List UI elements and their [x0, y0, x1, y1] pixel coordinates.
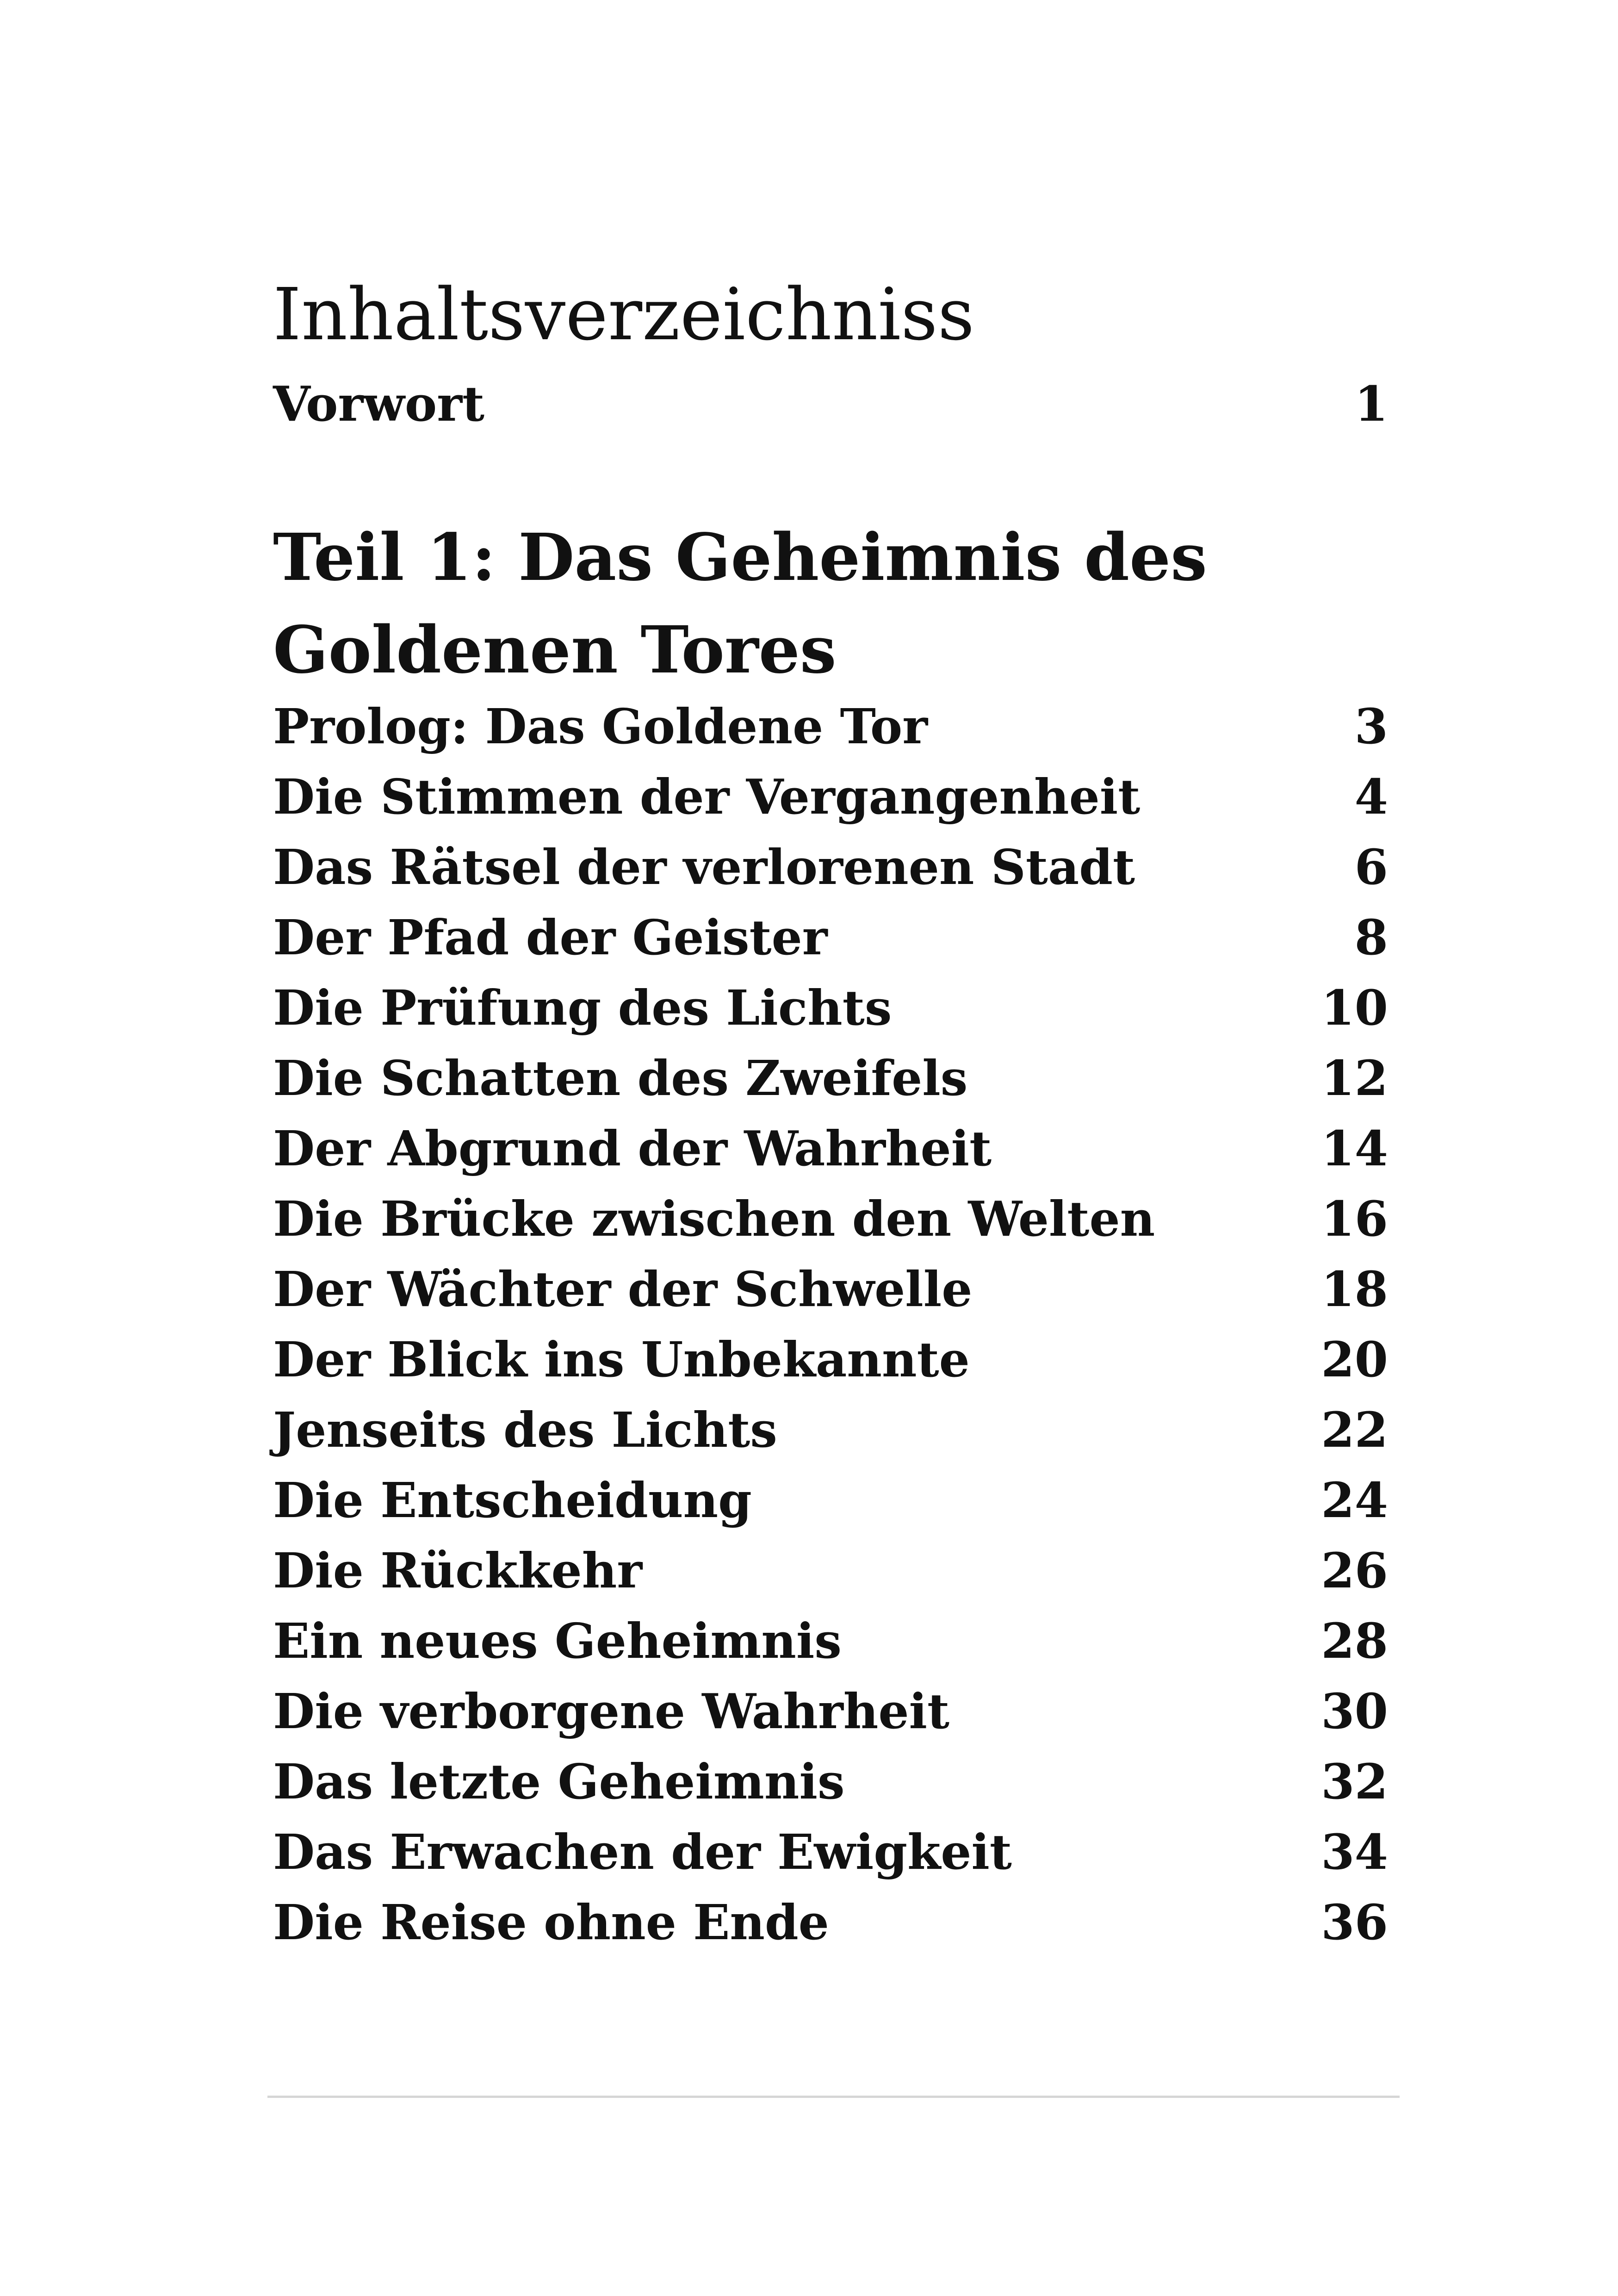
entry-page-number: 14 [1321, 1120, 1388, 1177]
entry-title: Die Brücke zwischen den Welten [273, 1190, 1155, 1247]
entry-page-number: 18 [1321, 1261, 1388, 1318]
toc-entry-chapter[interactable] [273, 833, 1388, 902]
entry-title: Ein neues Geheimnis [273, 1612, 842, 1669]
toc-entry-chapter[interactable] [273, 903, 1388, 972]
toc-entry-chapter[interactable] [273, 1747, 1388, 1817]
toc-entry-chapter[interactable] [273, 1255, 1388, 1324]
toc-entry-chapter[interactable] [273, 1888, 1388, 1957]
entry-page-number: 4 [1354, 768, 1388, 825]
entry-page-number: 10 [1321, 979, 1388, 1036]
toc-entry-chapter[interactable] [273, 692, 1388, 761]
entry-title: Die Reise ohne Ende [273, 1894, 829, 1951]
entry-page-number: 26 [1321, 1542, 1388, 1599]
toc-entry-chapter[interactable] [273, 1606, 1388, 1676]
entry-title: Das Erwachen der Ewigkeit [273, 1823, 1012, 1880]
entry-title: Das Rätsel der verlorenen Stadt [273, 839, 1135, 896]
entry-page-number: 3 [1354, 698, 1388, 755]
part-title-line-2: Goldenen Tores [273, 612, 837, 688]
entry-title: Die verborgene Wahrheit [273, 1683, 950, 1740]
part-title-line-1: Teil 1: Das Geheimnis des [273, 520, 1207, 596]
entry-title: Prolog: Das Goldene Tor [273, 698, 928, 755]
toc-entry-chapter[interactable] [273, 1466, 1388, 1535]
entry-page-number: 34 [1321, 1823, 1388, 1880]
entry-page-number: 1 [1354, 375, 1388, 432]
entry-title: Der Abgrund der Wahrheit [273, 1120, 992, 1177]
toc-entry-chapter[interactable] [273, 1325, 1388, 1394]
footer-divider [267, 2096, 1400, 2098]
entry-title: Der Blick ins Unbekannte [273, 1331, 970, 1388]
entry-page-number: 30 [1321, 1683, 1388, 1740]
entry-title: Der Pfad der Geister [273, 909, 828, 966]
entry-title: Die Rückkehr [273, 1542, 643, 1599]
page-title: Inhaltsverzeichniss [273, 273, 975, 356]
entry-title: Die Stimmen der Vergangenheit [273, 768, 1141, 825]
toc-entry-chapter[interactable] [273, 1044, 1388, 1113]
entry-page-number: 16 [1321, 1190, 1388, 1247]
entry-title: Das letzte Geheimnis [273, 1753, 845, 1810]
entry-page-number: 22 [1321, 1401, 1388, 1458]
toc-entry-chapter[interactable] [273, 1395, 1388, 1465]
entry-page-number: 32 [1321, 1753, 1388, 1810]
part-heading [273, 511, 1388, 697]
entry-title: Die Prüfung des Lichts [273, 979, 892, 1036]
entry-page-number: 8 [1354, 909, 1388, 966]
entry-page-number: 28 [1321, 1612, 1388, 1669]
entry-page-number: 6 [1354, 839, 1388, 896]
toc-entry-chapter[interactable] [273, 973, 1388, 1043]
toc-entry-chapter[interactable] [273, 1817, 1388, 1887]
toc-entry-chapter[interactable] [273, 1536, 1388, 1605]
entry-page-number: 24 [1321, 1472, 1388, 1529]
toc-entry-preface[interactable] [273, 369, 1388, 439]
toc-entry-chapter[interactable] [273, 1184, 1388, 1254]
entry-page-number: 12 [1321, 1050, 1388, 1107]
entry-page-number: 20 [1321, 1331, 1388, 1388]
entry-title: Jenseits des Lichts [273, 1401, 777, 1458]
toc-entry-chapter[interactable] [273, 762, 1388, 832]
toc-entry-chapter[interactable] [273, 1114, 1388, 1183]
toc-entry-chapter[interactable] [273, 1677, 1388, 1746]
entry-title: Der Wächter der Schwelle [273, 1261, 973, 1318]
entry-title: Die Schatten des Zweifels [273, 1050, 968, 1107]
entry-page-number: 36 [1321, 1894, 1388, 1951]
entry-title: Vorwort [273, 375, 485, 432]
entry-title: Die Entscheidung [273, 1472, 752, 1529]
